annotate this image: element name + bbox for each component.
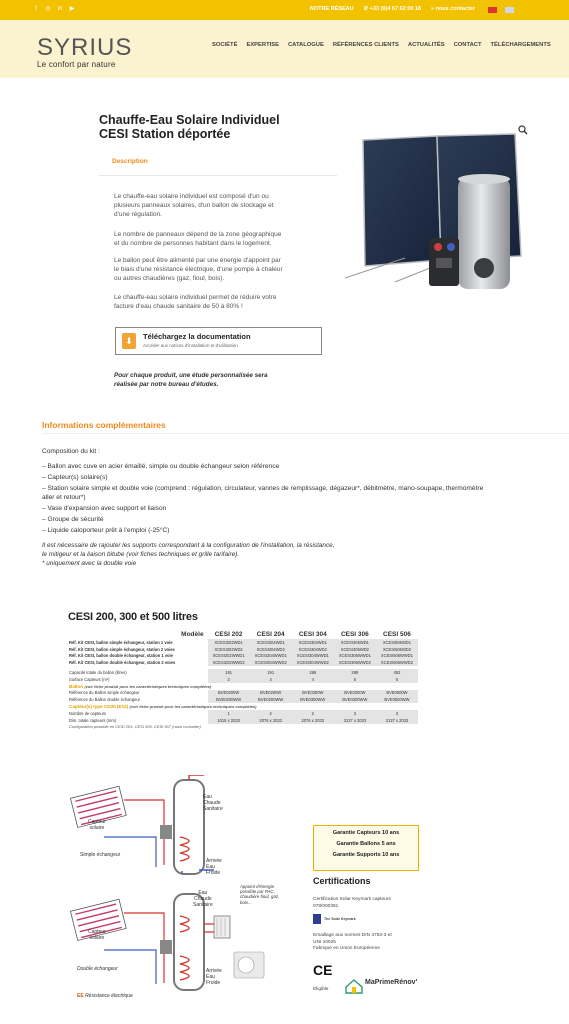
nav-expertise[interactable]: EXPERTISE [246, 42, 279, 48]
desc-paragraph-2: Le nombre de panneaux dépend de la zone géographique et du nombre de personnes habitant dans le logement. [114, 231, 282, 247]
ballon-section: Ballon [69, 683, 84, 689]
label-capteur-2: Capteur solaire [88, 929, 106, 941]
kit-item: aller et retour*) [42, 494, 86, 501]
linkedin-icon[interactable]: in [57, 6, 63, 12]
logo[interactable]: SYRIUS Le confort par nature [37, 34, 133, 69]
table-row: Référence du Ballon double échangeur BVE0200WW BVE0200WW BVE0300WW BVE0300WW BVE0500WW [68, 696, 418, 703]
kit-title: Composition du kit : [42, 448, 100, 455]
label-simple: Simple échangeur [80, 852, 121, 858]
social-links [33, 6, 75, 12]
youtube-icon[interactable]: ▶ [69, 6, 75, 12]
kit-notes: Il est nécessaire de rajouter les supports correspondant à la configuration de l'installation, la résistance, le mitigeur et la liaison bitube (voir fiches techniques et grille tarifaire). * uniquement avec la double voie [42, 542, 335, 568]
main-nav [212, 42, 551, 48]
ce-logo: CE [313, 962, 333, 978]
spec-table: Modèle CESI 202 CESI 204 CESI 304 CESI 306 CESI 506 Réf. Kit CESI, ballon simple échangeur, station 1 voie XCESI202WD1 XCESI204WD1 XCESI304WD1 XCESI306WD1 XCESI506WD1 Réf. Kit CESI, ballon simple échangeur, station 2 voies XCESI202WD2 XCESI204WD2 XCESI304WD2 XCESI306WD2 XCESI506WD2 Réf. Kit CESI, ballon double échangeur, station 1 voie XCESI202WWD1 XCESI204WWD1 XCESI304WWD1 XCESI306WWD1 XCESI506WWD1 Réf. Kit CESI, ballon double échangeur, station 2 voies XCESI202WWD2 XCESI204WWD2 XCESI304WWD2 XCESI306WWD2 XCESI506WWD2 Capacité totale du ballon (litres) 191 191 289 289 452 Surface Capteurs (m²) 2 4 4 6 6 Ballon (voir fiche produit pour les caractéristiques techniques complètes) Référence du Ballon simple échangeur BVE0200W BVE0200W BVE0300W BVE0300W BVE0500W Référence du Ballon double échangeur BVE0200WW BVE0200WW BVE0300WW BVE0300WW BVE0500WW Capteur(s) type CD20 (E12) (voir fiche produit pour les caractéristiques techniques complètes) Nombre de capteurs 1 2 2 3 3 Dim. totale capteurs (mm) 1015 x 2033 2076 x 2033 2076 x 2033 3137 x 2033 3137 x 2033 Configuration possible en CESI 203, CESI 305, CESI 507 (nous consulter) [68, 629, 418, 730]
nav-references[interactable]: RÉFÉRENCES CLIENTS [332, 42, 399, 48]
kit-item: – Groupe de sécurité [42, 516, 104, 523]
kit-item: – Station solaire simple et double voie (comprend : régulation, circulateur, vannes de remplissage, dégazeur*, débitmètre, mano-soupape, thermomètre [42, 485, 484, 492]
nav-actualites[interactable]: ACTUALITÉS [407, 42, 445, 48]
flag-en-icon[interactable] [505, 7, 514, 13]
top-right-links [310, 6, 507, 12]
site-header [0, 20, 569, 78]
info-heading: Informations complémentaires [42, 420, 166, 430]
desc-paragraph-1: Le chauffe-eau solaire individuel est composé d'un ou plusieurs panneaux solaires, d'un ballon de stockage et d'une régulation. [114, 193, 274, 218]
tab-divider [99, 175, 337, 176]
facebook-icon[interactable]: f [35, 6, 37, 12]
guarantees-box: Garantie Capteurs 10 ans Garantie Ballons 5 ans Garantie Supports 10 ans [313, 825, 419, 871]
phone-link[interactable]: ✆ +33 (0)4 67 62 00 18 [363, 6, 421, 12]
download-documentation-button[interactable]: ⬇ Téléchargez la documentation Accéder aux notices d'installation et d'utilisation [115, 327, 322, 355]
label-eau-chaude-2: Eau Chaude Sanitaire [193, 890, 213, 908]
nav-societe[interactable]: SOCIÉTÉ [212, 42, 238, 48]
config-note: Configuration possible en CESI 203, CESI 305, CESI 507 (nous consulter) [69, 724, 201, 730]
ee-legend: EE Résistance électrique [77, 993, 133, 999]
keymark-logo: The Solar Keymark [313, 914, 356, 924]
product-image[interactable] [345, 132, 531, 294]
flag-fr-icon[interactable] [488, 7, 497, 13]
label-arrivee-1: Arrivée Eau Froide [206, 858, 222, 876]
maprimerenov-logo: MaPrimeRénov' [344, 978, 419, 994]
table-row: Référence du Ballon simple échangeur BVE0200W BVE0200W BVE0300W BVE0300W BVE0500W [68, 690, 418, 697]
label-arrivee-2: Arrivée Eau Froide [206, 968, 222, 986]
study-note: Pour chaque produit, une étude personnalisée sera réalisée par notre bureau d'études. [114, 372, 268, 388]
contact-link[interactable]: » nous contacter [430, 6, 475, 12]
table-row: Réf. Kit CESI, ballon simple échangeur, station 1 voie XCESI202WD1 XCESI204WD1 XCESI304WD1 XCESI306WD1 XCESI506WD1 [68, 639, 418, 646]
tab-description[interactable]: Description [112, 158, 148, 165]
info-divider [42, 433, 569, 434]
spec-title: CESI 200, 300 et 500 litres [68, 611, 198, 623]
cert-heading: Certifications [313, 876, 371, 886]
kit-item: – Vase d'expansion avec support et liaison [42, 505, 167, 512]
kit-item: – Ballon avec cuve en acier émaillé, simple ou double échangeur selon référence [42, 463, 280, 470]
cert-norms: Emaillage aux normes DIN 4753-3 et UNI 10025 Fabriqué en Union Européenne [313, 933, 392, 951]
table-row: Réf. Kit CESI, ballon simple échangeur, station 2 voies XCESI202WD2 XCESI204WD2 XCESI304WD2 XCESI306WD2 XCESI506WD2 [68, 646, 418, 653]
table-row: Réf. Kit CESI, ballon double échangeur, station 1 voie XCESI202WWD1 XCESI204WWD1 XCESI304WWD1 XCESI306WWD1 XCESI506WWD1 [68, 653, 418, 660]
table-row: Capacité totale du ballon (litres) 191 191 289 289 452 [68, 669, 418, 676]
download-icon: ⬇ [122, 333, 136, 349]
table-row: Dim. totale capteurs (mm) 1015 x 2033 2076 x 2033 2076 x 2033 3137 x 2033 3137 x 2033 [68, 717, 418, 724]
capteur-section: Capteur(s) type CD20 (E12) [69, 704, 129, 710]
keymark-icon [313, 914, 321, 924]
network-link[interactable]: NOTRE RÉSEAU [309, 6, 354, 12]
table-row: Nombre de capteurs 1 2 2 3 3 [68, 710, 418, 717]
label-eau-chaude-1: Eau Chaude Sanitaire [203, 794, 223, 812]
desc-paragraph-3: Le ballon peut être alimenté par une énergie d'appoint par le biais d'une résistance électrique, d'une pompe à chaleur ou autres chaudières (gaz, fioul, bois). [114, 257, 283, 282]
instagram-icon[interactable]: ◎ [45, 6, 51, 12]
top-bar [0, 0, 569, 20]
table-row: Surface Capteurs (m²) 2 4 4 6 6 [68, 676, 418, 683]
house-icon [344, 978, 364, 994]
product-title: Chauffe-Eau Solaire Individuel CESI Station déportée [99, 113, 280, 141]
nav-contact[interactable]: CONTACT [453, 42, 482, 48]
nav-telechargements[interactable]: TÉLÉCHARGEMENTS [490, 42, 551, 48]
label-appoint: Appoint d'énergie possible par PAC, chaudière fioul, gaz, bois... [240, 884, 280, 905]
eligible-label: Eligible [313, 987, 329, 992]
desc-paragraph-4: Le chauffe-eau solaire individuel permet de réduire votre facture d'eau chaude sanitaire de 50 à 80% ! [114, 294, 277, 310]
label-double: Double échangeur [77, 966, 118, 972]
label-capteur-1: Capteur solaire [88, 819, 106, 831]
kit-item: – Capteur(s) solaire(s) [42, 474, 108, 481]
table-row: Réf. Kit CESI, ballon double échangeur, station 2 voies XCESI202WWD2 XCESI204WWD2 XCESI304WWD2 XCESI306WWD2 XCESI506WWD2 [68, 659, 418, 666]
phone-icon: ✆ [363, 6, 369, 12]
cert-keymark: Certification Solar Keymark capteurs 078/000381 [313, 897, 391, 909]
nav-catalogue[interactable]: CATALOGUE [288, 42, 324, 48]
kit-item: – Liquide caloporteur prêt à l'emploi (-25°C) [42, 527, 170, 534]
